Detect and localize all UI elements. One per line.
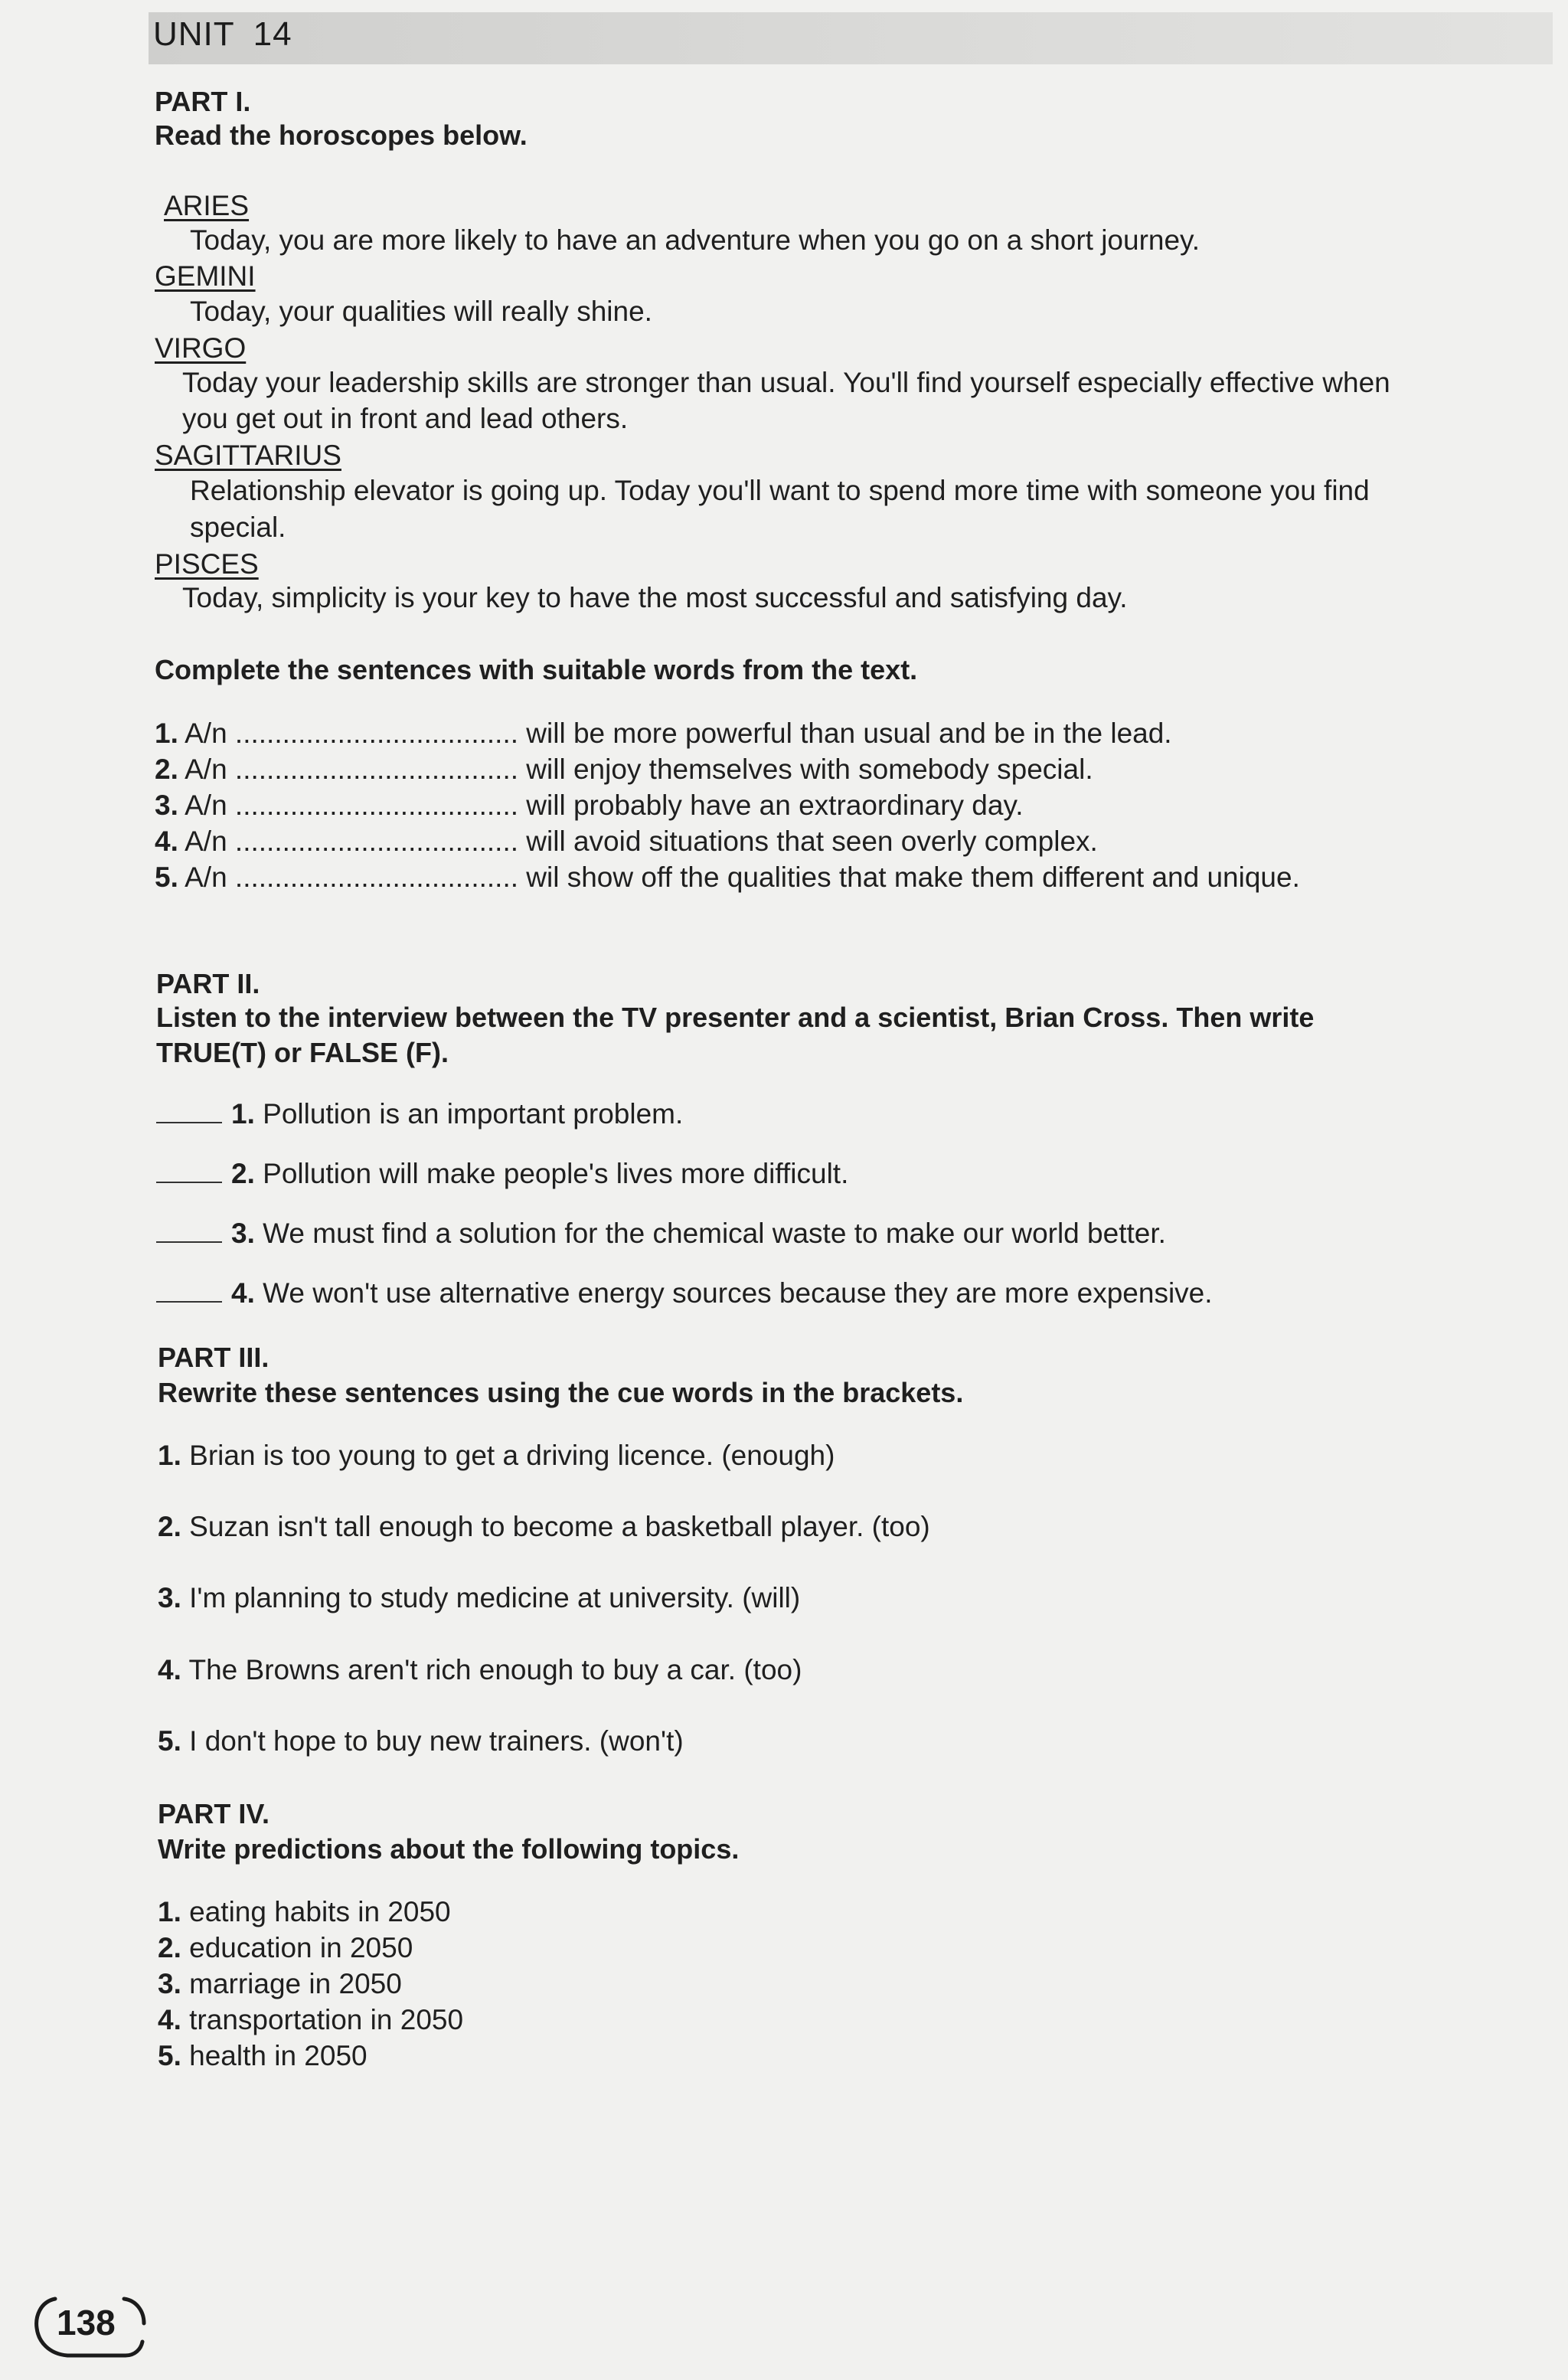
sentence-blank: A/n .................................... xyxy=(185,754,518,785)
item-text: Pollution is an important problem. xyxy=(263,1098,684,1130)
sentence-number: 2. xyxy=(155,754,178,785)
sign-pisces-text: Today, simplicity is your key to have the most successful and satisfying day. xyxy=(182,582,1128,613)
sentence-blank: A/n .................................... xyxy=(185,825,518,857)
sign-sagittarius-text-line2: special. xyxy=(190,512,286,543)
sentence-2 xyxy=(155,754,1093,786)
sign-pisces: PISCES xyxy=(155,548,259,580)
answer-blank[interactable] xyxy=(156,1122,222,1123)
part3-heading: PART III. xyxy=(158,1342,270,1373)
sign-virgo-text-line2: you get out in front and lead others. xyxy=(182,403,629,434)
unit-label: UNIT xyxy=(153,15,235,53)
topic-item-3 xyxy=(158,1968,402,2000)
sign-sagittarius-text-line1: Relationship elevator is going up. Today you'll want to spend more time with someone you find xyxy=(190,475,1370,506)
item-number: 2. xyxy=(158,1511,181,1542)
rewrite-item-2 xyxy=(158,1511,930,1543)
part2-instruction-line2: TRUE(T) or FALSE (F). xyxy=(156,1037,449,1068)
rewrite-item-3 xyxy=(158,1582,800,1614)
item-text: Suzan isn't tall enough to become a basketball player. (too) xyxy=(189,1511,930,1542)
sentence-text: wil show off the qualities that make them different and unique. xyxy=(526,861,1300,893)
sign-sagittarius: SAGITTARIUS xyxy=(155,440,341,471)
unit-title xyxy=(153,15,292,54)
item-text: We won't use alternative energy sources because they are more expensive. xyxy=(263,1277,1213,1309)
page-number: 138 xyxy=(57,2303,116,2342)
part3-instruction: Rewrite these sentences using the cue words in the brackets. xyxy=(158,1377,964,1408)
part4-heading: PART IV. xyxy=(158,1798,270,1829)
sign-gemini: GEMINI xyxy=(155,260,256,292)
item-number: 1. xyxy=(158,1896,181,1927)
item-number: 3. xyxy=(231,1218,255,1249)
item-text: eating habits in 2050 xyxy=(189,1896,451,1927)
sentence-number: 4. xyxy=(155,825,178,857)
item-number: 5. xyxy=(158,2040,181,2071)
part4-instruction: Write predictions about the following topics. xyxy=(158,1833,740,1865)
item-number: 2. xyxy=(158,1932,181,1963)
part2-heading: PART II. xyxy=(156,968,260,999)
sentence-blank: A/n .................................... xyxy=(185,718,518,749)
sign-gemini-text: Today, your qualities will really shine. xyxy=(190,296,652,327)
sentence-number: 3. xyxy=(155,790,178,821)
sentence-3 xyxy=(155,790,1024,822)
item-text: The Browns aren't rich enough to buy a car. (too) xyxy=(188,1654,802,1685)
sentence-blank: A/n .................................... xyxy=(185,790,518,821)
sentence-blank: A/n .................................... xyxy=(185,861,518,893)
unit-number: 14 xyxy=(253,15,292,53)
item-text: transportation in 2050 xyxy=(189,2004,464,2035)
item-text: health in 2050 xyxy=(189,2040,368,2071)
sentence-number: 5. xyxy=(155,861,178,893)
sentence-text: will enjoy themselves with somebody special. xyxy=(526,754,1093,785)
answer-blank[interactable] xyxy=(156,1182,222,1183)
tf-item-3 xyxy=(156,1218,1166,1250)
item-number: 3. xyxy=(158,1968,181,1999)
sentence-1 xyxy=(155,718,1172,750)
topic-item-4 xyxy=(158,2004,463,2036)
item-text: Brian is too young to get a driving licence. (enough) xyxy=(189,1440,835,1471)
rewrite-item-5 xyxy=(158,1725,684,1757)
sentence-text: will be more powerful than usual and be in the lead. xyxy=(526,718,1172,749)
answer-blank[interactable] xyxy=(156,1301,222,1303)
item-number: 4. xyxy=(158,2004,181,2035)
item-text: education in 2050 xyxy=(189,1932,413,1963)
sign-aries-text: Today, you are more likely to have an adventure when you go on a short journey. xyxy=(190,224,1200,256)
item-number: 5. xyxy=(158,1725,181,1757)
item-number: 4. xyxy=(158,1654,181,1685)
topic-item-1 xyxy=(158,1896,451,1928)
part2-instruction-line1: Listen to the interview between the TV presenter and a scientist, Brian Cross. Then write xyxy=(156,1002,1315,1033)
sentence-text: will probably have an extraordinary day. xyxy=(526,790,1024,821)
sentence-4 xyxy=(155,825,1098,858)
item-text: Pollution will make people's lives more difficult. xyxy=(263,1158,849,1189)
sentence-number: 1. xyxy=(155,718,178,749)
item-text: marriage in 2050 xyxy=(189,1968,402,1999)
item-text: I'm planning to study medicine at university. (will) xyxy=(189,1582,801,1613)
tf-item-2 xyxy=(156,1158,848,1190)
item-text: I don't hope to buy new trainers. (won't) xyxy=(189,1725,684,1757)
sign-aries: ARIES xyxy=(164,190,250,221)
unit-header-bar xyxy=(149,12,1553,64)
rewrite-item-4 xyxy=(158,1654,802,1686)
tf-item-4 xyxy=(156,1277,1213,1309)
item-text: We must find a solution for the chemical waste to make our world better. xyxy=(263,1218,1166,1249)
part1-instruction: Read the horoscopes below. xyxy=(155,119,528,151)
tf-item-1 xyxy=(156,1098,683,1130)
item-number: 3. xyxy=(158,1582,181,1613)
sentence-text: will avoid situations that seen overly complex. xyxy=(526,825,1098,857)
item-number: 2. xyxy=(231,1158,255,1189)
part1-heading: PART I. xyxy=(155,86,251,117)
sentence-5 xyxy=(155,861,1300,894)
sign-virgo: VIRGO xyxy=(155,332,247,364)
part1-complete-instruction: Complete the sentences with suitable words from the text. xyxy=(155,654,918,685)
rewrite-item-1 xyxy=(158,1440,835,1472)
answer-blank[interactable] xyxy=(156,1241,222,1243)
item-number: 1. xyxy=(231,1098,255,1130)
topic-item-5 xyxy=(158,2040,368,2072)
item-number: 4. xyxy=(231,1277,255,1309)
topic-item-2 xyxy=(158,1932,413,1964)
sign-virgo-text-line1: Today your leadership skills are stronger than usual. You'll find yourself especially effective when xyxy=(182,367,1390,398)
item-number: 1. xyxy=(158,1440,181,1471)
